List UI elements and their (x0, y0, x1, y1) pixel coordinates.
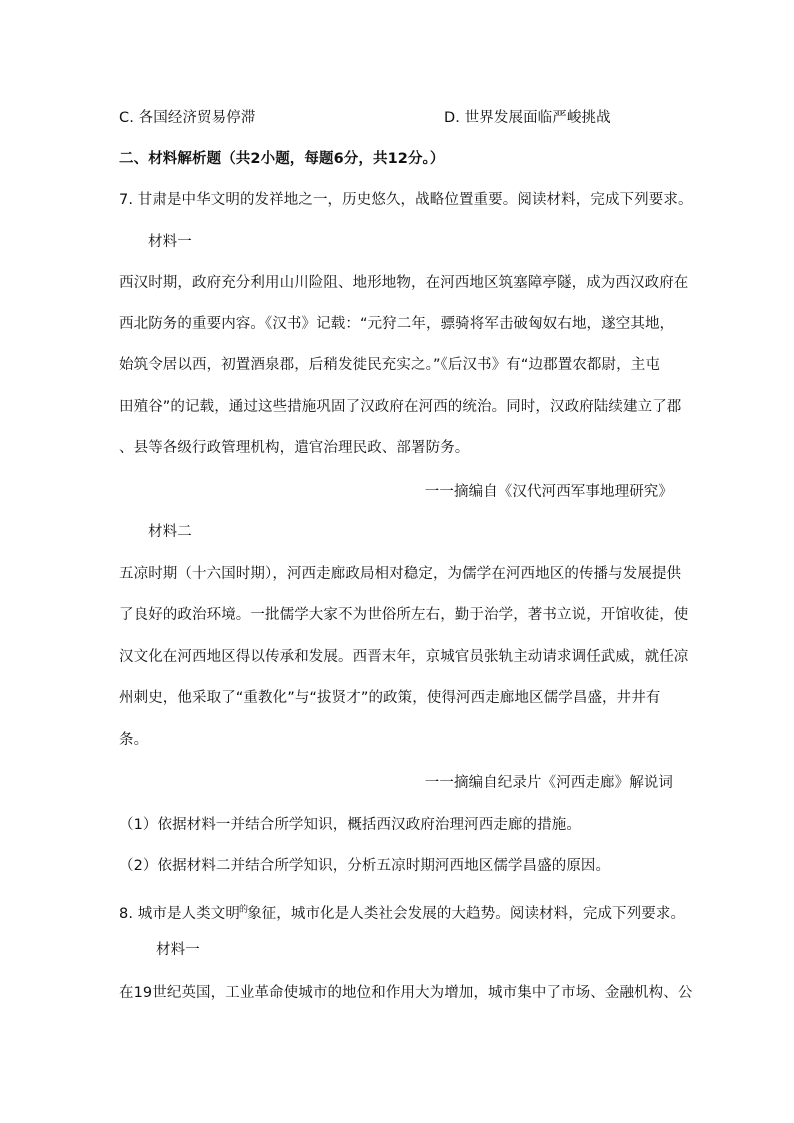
option-d: D. 世界发展面临严峻挑战 (444, 110, 611, 126)
q7-material1-source: 一一摘编自《汉代河西军事地理研究》 (424, 484, 673, 500)
q7-material2-source: 一一摘编自纪录片《河西走廊》解说词 (424, 775, 673, 791)
q7-material2-line: 五凉时期（十六国时期），河西走廊政局相对稳定，为儒学在河西地区的传播与发展提供 (119, 566, 682, 582)
q7-material1-line: 田殖谷”的记载，通过这些措施巩固了汉政府在河西的统治。同时，汉政府陆续建立了郡 (119, 399, 682, 415)
section-two-heading: 二、材料解析题（共2小题，每题6分，共12分。） (119, 151, 445, 167)
q8-stem-small-char: 的 (238, 905, 249, 915)
q7-material1-line: 、县等各级行政管理机构，遣官治理民政、部署防务。 (119, 440, 470, 456)
q7-material2-line: 条。 (119, 732, 149, 748)
q8-stem-part: 象征，城市化是人类社会发展的大趋势。阅读材料，完成下列要求。 (247, 906, 686, 922)
q7-question-2: （2）依据材料二并结合所学知识，分析五凉时期河西地区儒学昌盛的原因。 (119, 858, 611, 874)
q8-material1-label: 材料一 (156, 942, 200, 958)
q8-stem-part: 8. 城市是人类文明 (119, 906, 240, 922)
q8-stem (119, 900, 685, 924)
q7-material2-line: 汉文化在河西地区得以传承和发展。西晋末年，京城官员张轨主动请求调任武威，就任凉 (119, 649, 689, 665)
q7-material1-line: 西北防务的重要内容。《汉书》记载：“元狩二年，骠骑将军击破匈奴右地，遂空其地， (119, 316, 675, 332)
q7-material1-label: 材料一 (148, 234, 192, 250)
q8-material1-line: 在19世纪英国，工业革命使城市的地位和作用大为增加，城市集中了市场、金融机构、公 (119, 985, 693, 1001)
q7-material1-line: 始筑令居以西，初置酒泉郡，后稍发徙民充实之。”《后汉书》有“边郡置农都尉，主屯 (119, 357, 660, 373)
q7-question-1: （1）依据材料一并结合所学知识，概括西汉政府治理河西走廊的措施。 (119, 817, 581, 833)
q7-material2-label: 材料二 (148, 524, 192, 540)
q7-material1-line: 西汉时期，政府充分利用山川险阻、地形地物，在河西地区筑塞障亭隧，成为西汉政府在 (119, 275, 689, 291)
option-c: C. 各国经济贸易停滞 (119, 110, 256, 126)
q7-material2-line: 州刺史，他采取了“重教化”与“拔贤才”的政策，使得河西走廊地区儒学昌盛，井井有 (119, 690, 661, 706)
q7-stem: 7. 甘肃是中华文明的发祥地之一，历史悠久，战略位置重要。阅读材料，完成下列要求。 (119, 192, 693, 208)
q7-material2-line: 了良好的政治环境。一批儒学大家不为世俗所左右，勤于治学，著书立说，开馆收徒，使 (119, 607, 689, 623)
